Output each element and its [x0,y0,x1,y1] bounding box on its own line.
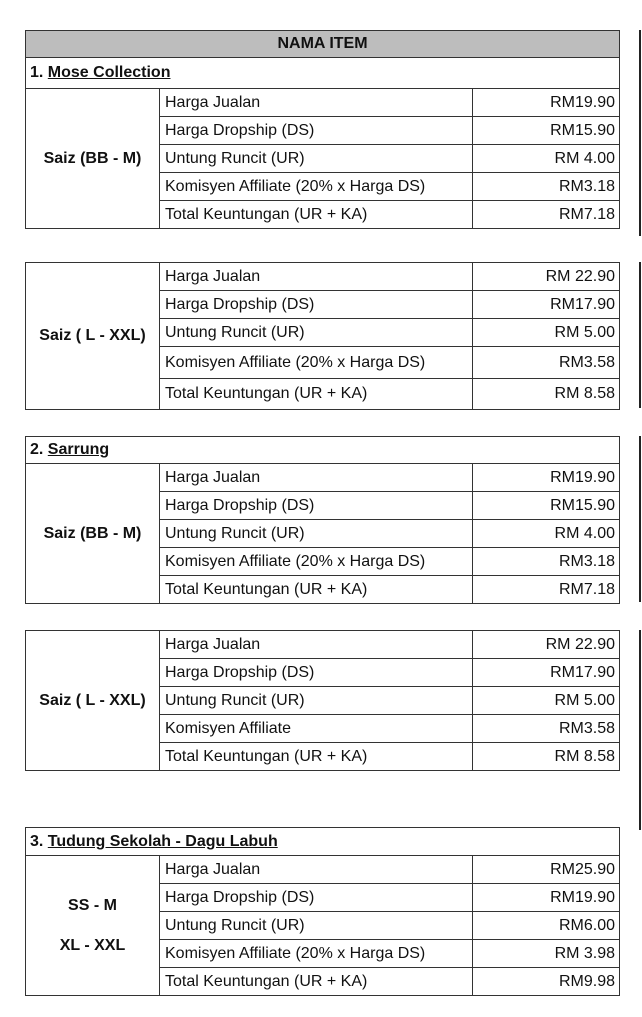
section-title [26,437,620,464]
edge-line [639,436,641,602]
row-value: RM 22.90 [473,263,620,291]
row-label: Harga Jualan [160,631,473,659]
row-label: Untung Runcit (UR) [160,520,473,548]
row-value: RM3.18 [473,548,620,576]
row-label: Harga Dropship (DS) [160,884,473,912]
row-value: RM 4.00 [473,145,620,173]
size-line: SS - M [68,896,117,914]
row-label: Total Keuntungan (UR + KA) [160,968,473,996]
row-value: RM7.18 [473,201,620,229]
row-label: Harga Jualan [160,856,473,884]
row-label: Komisyen Affiliate (20% x Harga DS) [160,940,473,968]
row-value: RM15.90 [473,117,620,145]
row-value: RM3.58 [473,347,620,379]
row-value: RM 4.00 [473,520,620,548]
row-value: RM 8.58 [473,743,620,771]
row-label: Total Keuntungan (UR + KA) [160,743,473,771]
price-table-4 [25,630,620,771]
row-value: RM25.90 [473,856,620,884]
row-label: Komisyen Affiliate [160,715,473,743]
row-value: RM9.98 [473,968,620,996]
row-label: Harga Dropship (DS) [160,659,473,687]
row-value: RM3.58 [473,715,620,743]
row-value: RM17.90 [473,291,620,319]
row-value: RM 22.90 [473,631,620,659]
section-title [26,58,620,89]
row-label: Total Keuntungan (UR + KA) [160,379,473,410]
row-value: RM19.90 [473,464,620,492]
row-value: RM 3.98 [473,940,620,968]
row-value: RM19.90 [473,884,620,912]
row-label: Untung Runcit (UR) [160,687,473,715]
edge-line [639,30,641,236]
row-value: RM 8.58 [473,379,620,410]
row-label: Harga Dropship (DS) [160,492,473,520]
row-value: RM 5.00 [473,687,620,715]
section-title [26,828,620,856]
row-label: Total Keuntungan (UR + KA) [160,576,473,604]
section-name: Sarrung [47,441,110,458]
row-value: RM7.18 [473,576,620,604]
edge-line [639,262,641,408]
row-label: Harga Dropship (DS) [160,117,473,145]
size-label: Saiz ( L - XXL) [26,263,160,410]
price-table-3 [25,436,620,604]
price-table-1 [25,30,620,229]
section-number: 3. [30,832,44,850]
section-name: Mose Collection [47,64,171,81]
size-label: Saiz ( L - XXL) [26,631,160,771]
row-label: Untung Runcit (UR) [160,145,473,173]
row-value: RM6.00 [473,912,620,940]
row-value: RM17.90 [473,659,620,687]
row-value: RM3.18 [473,173,620,201]
row-label: Total Keuntungan (UR + KA) [160,201,473,229]
section-number: 1. [30,64,44,81]
row-label: Harga Jualan [160,464,473,492]
row-label: Komisyen Affiliate (20% x Harga DS) [160,173,473,201]
row-label: Komisyen Affiliate (20% x Harga DS) [160,548,473,576]
row-label: Untung Runcit (UR) [160,912,473,940]
size-label [26,856,160,996]
section-name: Tudung Sekolah - Dagu Labuh [47,832,278,850]
size-label: Saiz (BB - M) [26,464,160,604]
row-value: RM15.90 [473,492,620,520]
row-label: Harga Jualan [160,263,473,291]
row-label: Komisyen Affiliate (20% x Harga DS) [160,347,473,379]
row-value: RM 5.00 [473,319,620,347]
edge-line [639,630,641,830]
row-value: RM19.90 [473,89,620,117]
table-header-title: NAMA ITEM [26,31,620,58]
section-number: 2. [30,441,44,458]
size-line: XL - XXL [59,936,126,954]
row-label: Untung Runcit (UR) [160,319,473,347]
row-label: Harga Dropship (DS) [160,291,473,319]
price-table-2 [25,262,620,410]
size-label: Saiz (BB - M) [26,89,160,229]
price-table-5 [25,827,620,996]
row-label: Harga Jualan [160,89,473,117]
